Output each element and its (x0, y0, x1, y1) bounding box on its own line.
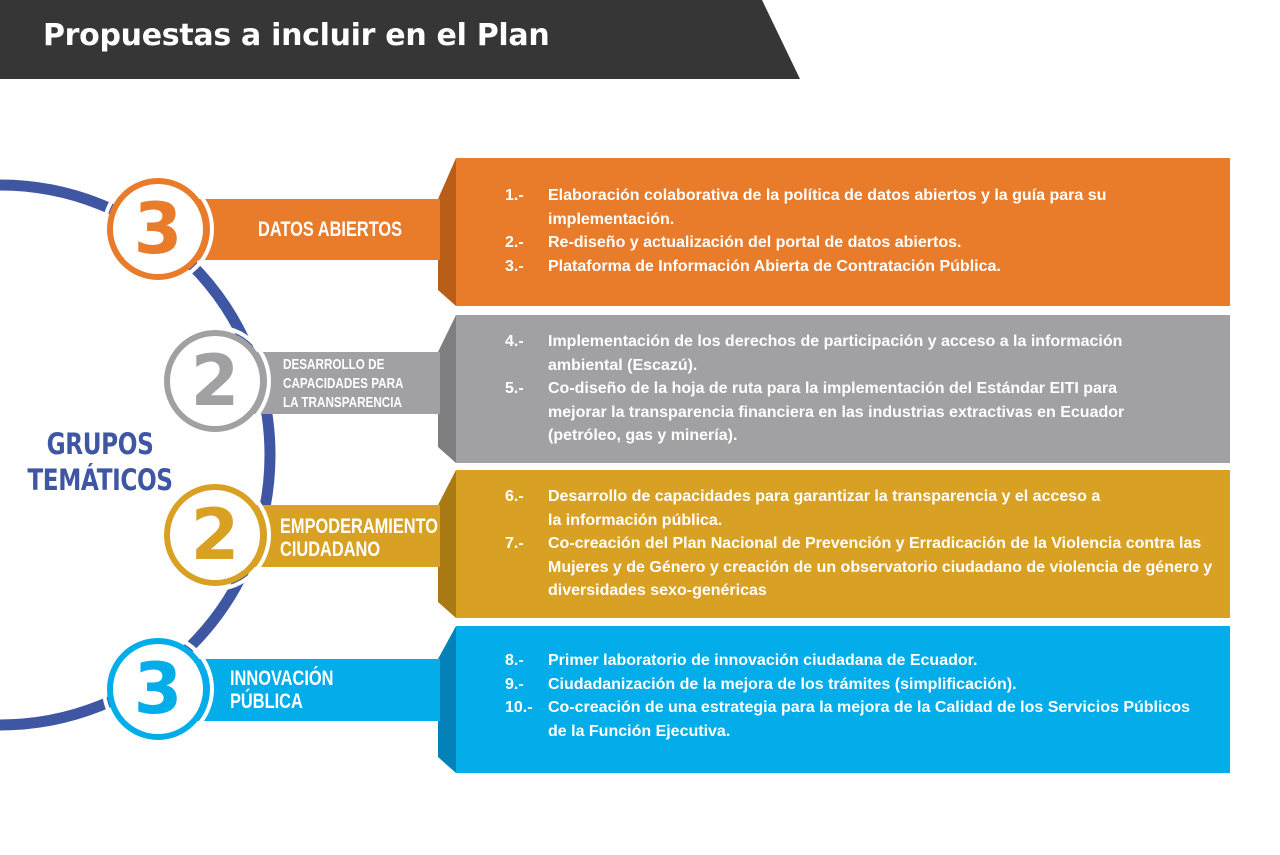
panel-shadow-empoderamiento (438, 470, 456, 618)
item-list-innovacion (505, 649, 1213, 743)
item-list-datos (505, 184, 1145, 278)
center-label-line2: TEMÁTICOS (27, 463, 173, 497)
list-item: 3.- Plataforma de Información Abierta de Contratación Pública. (505, 257, 1001, 275)
panel-shadow-innovacion (438, 626, 456, 773)
group-count-datos: 3 (133, 188, 183, 270)
title-banner (0, 0, 800, 79)
list-item: 8.- Primer laboratorio de innovación ciudadana de Ecuador. (505, 652, 978, 669)
page-title: Propuestas a incluir en el Plan (43, 18, 550, 53)
list-item: 1.- Elaboración colaborativa de la política de datos abiertos y la guía para su implementación. (505, 187, 1107, 228)
group-name-capacidades: DESARROLLO DE CAPACIDADES PARA LA TRANSPARENCIA (283, 356, 404, 411)
group-name-datos: DATOS ABIERTOS (258, 218, 403, 241)
item-list-capacidades (505, 330, 1145, 448)
panel-shadow-datos (438, 158, 456, 306)
group-name-empoderamiento: EMPODERAMIENTO CIUDADANO (280, 515, 439, 561)
group-count-capacidades: 2 (190, 340, 240, 422)
list-item: 9.- Ciudadanización de la mejora de los trámites (simplificación). (505, 675, 1017, 693)
group-name-innovacion: INNOVACIÓN PÚBLICA (230, 667, 334, 713)
list-item: 7.- Co-creación del Plan Nacional de Prevención y Erradicación de la Violencia contra las Mujeres y de Género y creación de un observatorio ciudadano de violencia de género y diversidades sexo-genéricas (505, 535, 1213, 599)
list-item: 6.- Desarrollo de capacidades para garantizar la transparencia y el acceso a la información pública. (505, 488, 1101, 529)
group-count-empoderamiento: 2 (190, 494, 240, 576)
center-label-line1: GRUPOS (46, 427, 154, 461)
list-item: 10.- Co-creación de una estrategia para la mejora de la Calidad de los Servicios Públicos de la Función Ejecutiva. (505, 699, 1191, 740)
list-item: 2.- Re-diseño y actualización del portal de datos abiertos. (505, 234, 962, 251)
panel-shadow-capacidades (438, 315, 456, 463)
list-item: 5.- Co-diseño de la hoja de ruta para la implementación del Estándar EITI para mejorar la transparencia financiera en las industrias extractivas en Ecuador (petróleo, gas y minería). (505, 380, 1125, 444)
group-count-innovacion: 3 (133, 648, 183, 730)
list-item: 4.- Implementación de los derechos de participación y acceso a la información ambiental (Escazú). (505, 333, 1123, 374)
item-list-empoderamiento (505, 485, 1213, 603)
